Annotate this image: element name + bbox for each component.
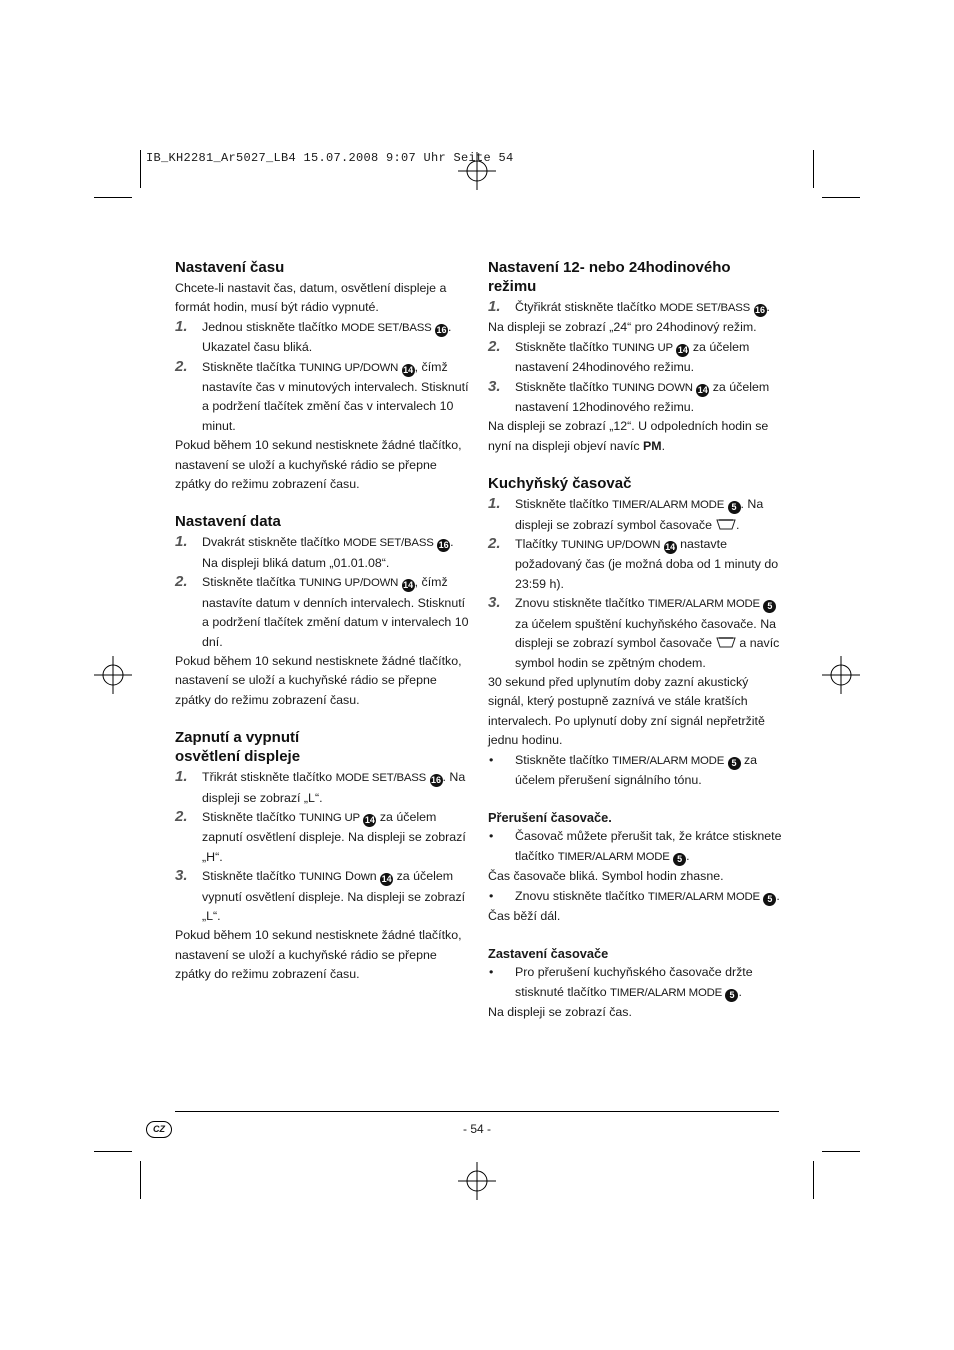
subsection-title: Zastavení časovače bbox=[488, 946, 609, 962]
button-name: TIMER/ALARM MODE bbox=[647, 890, 760, 903]
reference-number-icon: 5 bbox=[728, 501, 741, 514]
step-item: 2. Stiskněte tlačítko TUNING UP 14 za účelem nastavení 24hodinového režimu. bbox=[488, 337, 750, 375]
step-number: 1. bbox=[488, 298, 501, 315]
step-number: 1. bbox=[175, 768, 188, 786]
step-item: 3. Stiskněte tlačítko TUNING Down 14 za účelem vypnutí osvětlení displeje. Na displeji se zobrazí „L“. bbox=[175, 867, 466, 923]
step-item: 1. Dvakrát stiskněte tlačítko MODE SET/BASS 16 . Na displeji bliká datum „01.01.08“. bbox=[175, 533, 454, 570]
paragraph: 30 sekund před uplynutím doby zazní akustický signál, který postupně zaznívá ve stále kratších intervalech. Po uplynutí doby zní signál nepřetržitě jednu hodinu. bbox=[488, 674, 765, 748]
registration-mark-icon bbox=[458, 152, 496, 190]
step-item: 2. Stiskněte tlačítko TUNING UP 14 za účelem zapnutí osvětlení displeje. Na displeji se zobrazí „H“. bbox=[175, 807, 466, 864]
button-name: MODE SET/BASS bbox=[335, 772, 427, 785]
crop-mark bbox=[813, 150, 814, 188]
button-name: TUNING UP bbox=[612, 341, 673, 354]
step-number: 2. bbox=[175, 807, 188, 825]
step-item: 2. Tlačítky TUNING UP/DOWN 14 nastavte požadovaný čas (je možná doba od 1 minuty do 23:59 h). bbox=[488, 535, 779, 591]
button-name: TUNING DOWN bbox=[612, 381, 693, 394]
step-item: 1. Stiskněte tlačítko TIMER/ALARM MODE 5 . Na displeji se zobrazí symbol časovače . bbox=[488, 495, 764, 532]
section-title: Kuchyňský časovač bbox=[488, 475, 632, 493]
step-item: 2. Stiskněte tlačítka TUNING UP/DOWN 14 , čímž nastavíte čas v minutových intervalech. Stisknutí a podržení tlačítek změní čas v intervalech 10 minut. bbox=[175, 357, 469, 433]
reference-number-icon: 16 bbox=[438, 540, 449, 551]
section-timer-pause bbox=[488, 808, 783, 926]
button-name: MODE SET/BASS bbox=[341, 321, 432, 334]
bullet-icon: • bbox=[489, 829, 494, 844]
print-slug: IB_KH2281_Ar5027_LB4 15.07.2008 9:07 Uhr Seite 54 bbox=[146, 151, 514, 165]
step-number: 2. bbox=[488, 337, 501, 355]
step-item: 1. Třikrát stiskněte tlačítko MODE SET/BASS 16 . Na displeji se zobrazí „L“. bbox=[175, 768, 466, 805]
reference-number-icon: 14 bbox=[697, 384, 708, 395]
kitchen-timer-icon bbox=[716, 636, 736, 650]
reference-number-icon: 14 bbox=[677, 344, 688, 355]
button-name: TUNING bbox=[299, 871, 342, 884]
reference-number-icon: 14 bbox=[403, 364, 414, 375]
reference-number-icon: 16 bbox=[430, 775, 441, 786]
reference-number-icon: 5 bbox=[763, 893, 776, 906]
crop-mark bbox=[822, 1151, 860, 1152]
button-name: MODE SET/BASS bbox=[343, 537, 434, 550]
step-number: 1. bbox=[175, 533, 188, 551]
paragraph: Pokud během 10 sekund nestisknete žádné tlačítko, nastavení se uloží a kuchyňské rádio se přepne zpátky do režimu zobrazení času. bbox=[175, 438, 462, 492]
reference-number-icon: 5 bbox=[673, 853, 686, 866]
step-number: 2. bbox=[488, 535, 501, 553]
step-number: 1. bbox=[175, 317, 188, 335]
section-kitchen-timer bbox=[488, 474, 783, 790]
paragraph: Na displeji se zobrazí čas. bbox=[488, 1005, 632, 1020]
reference-number-icon: 5 bbox=[728, 757, 741, 770]
section-12-24h-mode bbox=[488, 258, 783, 456]
right-column bbox=[488, 258, 783, 1041]
crop-mark bbox=[140, 1161, 141, 1199]
button-name: TUNING UP bbox=[299, 811, 360, 824]
section-display-light bbox=[175, 728, 470, 984]
crop-mark bbox=[813, 1161, 814, 1199]
crop-mark bbox=[140, 150, 141, 188]
registration-mark-icon bbox=[94, 656, 132, 694]
bullet-item: • Znovu stiskněte tlačítko TIMER/ALARM MODE 5 . bbox=[488, 887, 783, 907]
reference-number-icon: 14 bbox=[665, 542, 676, 553]
reference-number-icon: 5 bbox=[725, 989, 738, 1002]
registration-mark-icon bbox=[458, 1162, 496, 1200]
left-column bbox=[175, 258, 470, 1003]
bullet-item: • Časovač můžete přerušit tak, že krátce stisknete tlačítko TIMER/ALARM MODE 5 . bbox=[489, 829, 782, 864]
step-number: 2. bbox=[175, 357, 188, 375]
step-number: 3. bbox=[488, 594, 501, 612]
section-title: Nastavení data bbox=[175, 513, 281, 531]
section-title: Nastavení 12- nebo 24hodinového režimu bbox=[488, 259, 731, 295]
step-item: 1. Jednou stiskněte tlačítko MODE SET/BASS 16 . Ukazatel času bliká. bbox=[175, 317, 452, 355]
paragraph: Čas časovače bliká. Symbol hodin zhasne. bbox=[488, 869, 724, 884]
section-date-setting bbox=[175, 512, 470, 710]
crop-mark bbox=[822, 197, 860, 198]
step-item: 2. Stiskněte tlačítka TUNING UP/DOWN 14 , čímž nastavíte datum v denních intervalech. Stisknutí a podržení tlačítek změní datum v intervalech 10 dní. bbox=[175, 573, 469, 649]
reference-number-icon: 14 bbox=[403, 580, 414, 591]
crop-mark bbox=[94, 1151, 132, 1152]
page-number: - 54 - bbox=[462, 1122, 491, 1136]
step-item: 3. Stiskněte tlačítko TUNING DOWN 14 za účelem nastavení 12hodinového režimu. bbox=[488, 377, 770, 415]
button-name: TIMER/ALARM MODE bbox=[647, 598, 760, 611]
paragraph: Na displeji se zobrazí „24“ pro 24hodinový režim. bbox=[488, 320, 757, 335]
paragraph: Chcete-li nastavit čas, datum, osvětlení displeje a formát hodin, musí být rádio vypnuté. bbox=[175, 281, 447, 315]
step-item: 1. Čtyřikrát stiskněte tlačítko MODE SET/BASS 16 . bbox=[488, 298, 770, 315]
reference-number-icon: 14 bbox=[381, 874, 392, 885]
section-title: Zapnutí a vypnutí osvětlení displeje bbox=[175, 729, 301, 766]
bullet-icon: • bbox=[489, 752, 494, 767]
step-number: 3. bbox=[175, 867, 188, 885]
step-number: 1. bbox=[488, 495, 501, 513]
step-number: 2. bbox=[175, 573, 188, 591]
button-name: TIMER/ALARM MODE bbox=[557, 850, 670, 863]
paragraph: Na displeji se zobrazí „12“. U odpoledních hodin se nyní na displeji objeví navíc PM. bbox=[488, 419, 769, 453]
button-name: MODE SET/BASS bbox=[659, 302, 751, 314]
bullet-icon: • bbox=[489, 965, 494, 980]
subsection-title: Přerušení časovače. bbox=[488, 810, 612, 826]
button-name: TIMER/ALARM MODE bbox=[610, 986, 723, 999]
button-name: TUNING UP/DOWN bbox=[561, 539, 661, 552]
language-badge: CZ bbox=[146, 1121, 172, 1138]
button-name: TIMER/ALARM MODE bbox=[612, 754, 725, 767]
section-time-setting bbox=[175, 258, 470, 494]
section-title: Nastavení času bbox=[175, 259, 285, 276]
kitchen-timer-icon bbox=[716, 518, 736, 532]
bullet-item: • Stiskněte tlačítko TIMER/ALARM MODE 5 za účelem přerušení signálního tónu. bbox=[489, 752, 758, 787]
reference-number-icon: 14 bbox=[364, 814, 375, 825]
paragraph: Čas běží dál. bbox=[488, 908, 561, 923]
button-name: TUNING UP/DOWN bbox=[299, 361, 399, 374]
button-name: TIMER/ALARM MODE bbox=[612, 499, 725, 512]
section-timer-stop bbox=[488, 944, 783, 1022]
reference-number-icon: 16 bbox=[436, 324, 447, 335]
pm-label: PM bbox=[642, 438, 662, 453]
crop-mark bbox=[94, 197, 132, 198]
step-item: 3. Znovu stiskněte tlačítko TIMER/ALARM MODE 5 za účelem spuštění kuchyňského časovače. Na displeji se zobrazí symbol časovače a navíc symbol hodin se zpětným chodem. bbox=[488, 594, 780, 670]
paragraph: Pokud během 10 sekund nestisknete žádné tlačítko, nastavení se uloží a kuchyňské rádio se přepne zpátky do režimu zobrazení času. bbox=[175, 653, 462, 707]
step-number: 3. bbox=[488, 377, 501, 395]
bullet-item: • Pro přerušení kuchyňského časovače držte stisknuté tlačítko TIMER/ALARM MODE 5 . bbox=[489, 965, 753, 1000]
bullet-icon: • bbox=[489, 888, 494, 903]
paragraph: Pokud během 10 sekund nestisknete žádné tlačítko, nastavení se uloží a kuchyňské rádio se přepne zpátky do režimu zobrazení času. bbox=[175, 928, 462, 982]
reference-number-icon: 16 bbox=[755, 305, 766, 315]
footer-rule bbox=[175, 1111, 779, 1112]
button-name: TUNING UP/DOWN bbox=[299, 577, 399, 590]
reference-number-icon: 5 bbox=[763, 600, 776, 613]
registration-mark-icon bbox=[822, 656, 860, 694]
